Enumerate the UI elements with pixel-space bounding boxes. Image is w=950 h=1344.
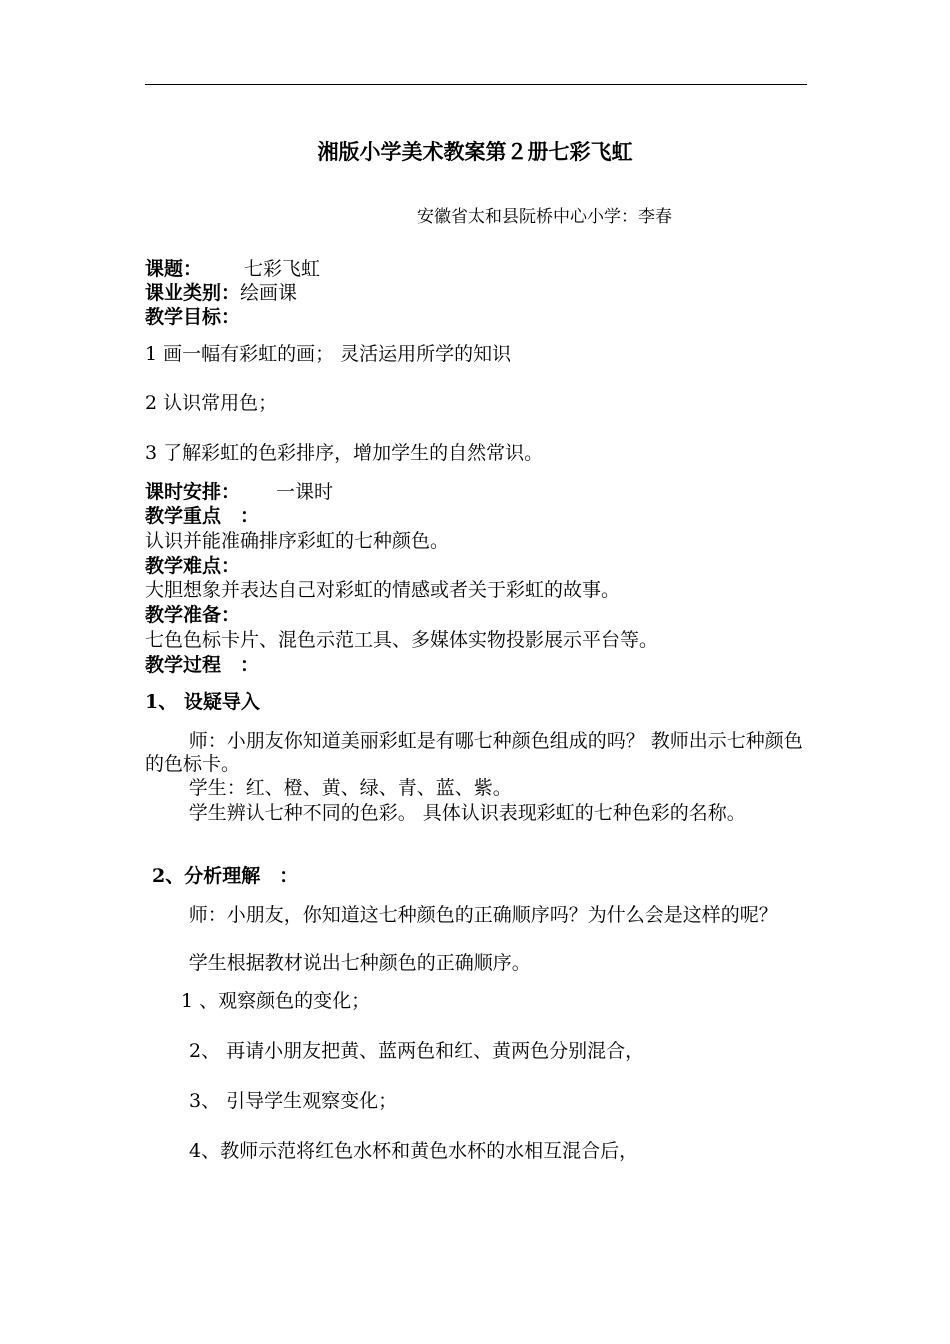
prep-text: 七色色标卡片、混色示范工具、多媒体实物投影展示平台等。 bbox=[145, 629, 659, 651]
key-label: 教学重点 ： bbox=[145, 505, 260, 527]
difficulty-text: 大胆想象并表达自己对彩虹的情感或者关于彩虹的故事。 bbox=[145, 579, 621, 601]
category-label: 课业类别： bbox=[145, 282, 241, 304]
schedule-label: 课时安排： bbox=[145, 481, 241, 503]
goal-item-3: 3 了解彩虹的色彩排序，增加学生的自然常识。 bbox=[145, 442, 544, 464]
key-text: 认识并能准确排序彩虹的七种颜色。 bbox=[145, 530, 450, 552]
header-rule bbox=[145, 84, 807, 85]
category-row bbox=[145, 282, 297, 304]
section1-heading: 1、 设疑导入 bbox=[145, 691, 260, 713]
topic-label: 课题： bbox=[145, 258, 203, 280]
section1-paragraph: 学生辨认七种不同的色彩。 具体认识表现彩虹的七种色彩的名称。 bbox=[188, 802, 746, 824]
schedule-value: 一课时 bbox=[276, 481, 334, 503]
document-title: 湘版小学美术教案第２册七彩飞虹 bbox=[317, 139, 633, 164]
section1-paragraph: 学生：红、橙、黄、绿、青、蓝、紫。 bbox=[188, 777, 512, 799]
section1-paragraph: 师：小朋友你知道美丽彩虹是有哪七种颜色组成的吗？ 教师出示七种颜色的色标卡。 bbox=[145, 730, 803, 775]
process-label: 教学过程 ： bbox=[145, 654, 260, 676]
category-value: 绘画课 bbox=[240, 282, 298, 304]
goals-label: 教学目标： bbox=[145, 306, 241, 328]
step-item-2: 2、 再请小朋友把黄、蓝两色和红、黄两色分别混合， bbox=[189, 1040, 645, 1062]
prep-label: 教学准备： bbox=[145, 604, 241, 626]
goal-item-2: 2 认识常用色； bbox=[145, 392, 278, 414]
goal-item-1: 1 画一幅有彩虹的画； 灵活运用所学的知识 bbox=[145, 343, 512, 365]
schedule-row bbox=[145, 481, 333, 503]
step-item-3: 3、 引导学生观察变化； bbox=[189, 1090, 398, 1112]
topic-row bbox=[145, 258, 320, 280]
difficulty-label: 教学难点： bbox=[145, 555, 241, 577]
section2-paragraph: 学生根据教材说出七种颜色的正确顺序。 bbox=[188, 952, 531, 974]
topic-value: 七彩飞虹 bbox=[244, 258, 321, 280]
author-line: 安徽省太和县阮桥中心小学：李春 bbox=[417, 207, 672, 227]
section2-heading: 2、分析理解 ： bbox=[152, 865, 299, 887]
section2-paragraph: 师：小朋友，你知道这七种颜色的正确顺序吗？为什么会是这样的呢？ bbox=[188, 904, 778, 926]
step-item-1: 1 、观察颜色的变化； bbox=[181, 990, 371, 1012]
step-item-4: 4、教师示范将红色水杯和黄色水杯的水相互混合后， bbox=[189, 1140, 639, 1162]
